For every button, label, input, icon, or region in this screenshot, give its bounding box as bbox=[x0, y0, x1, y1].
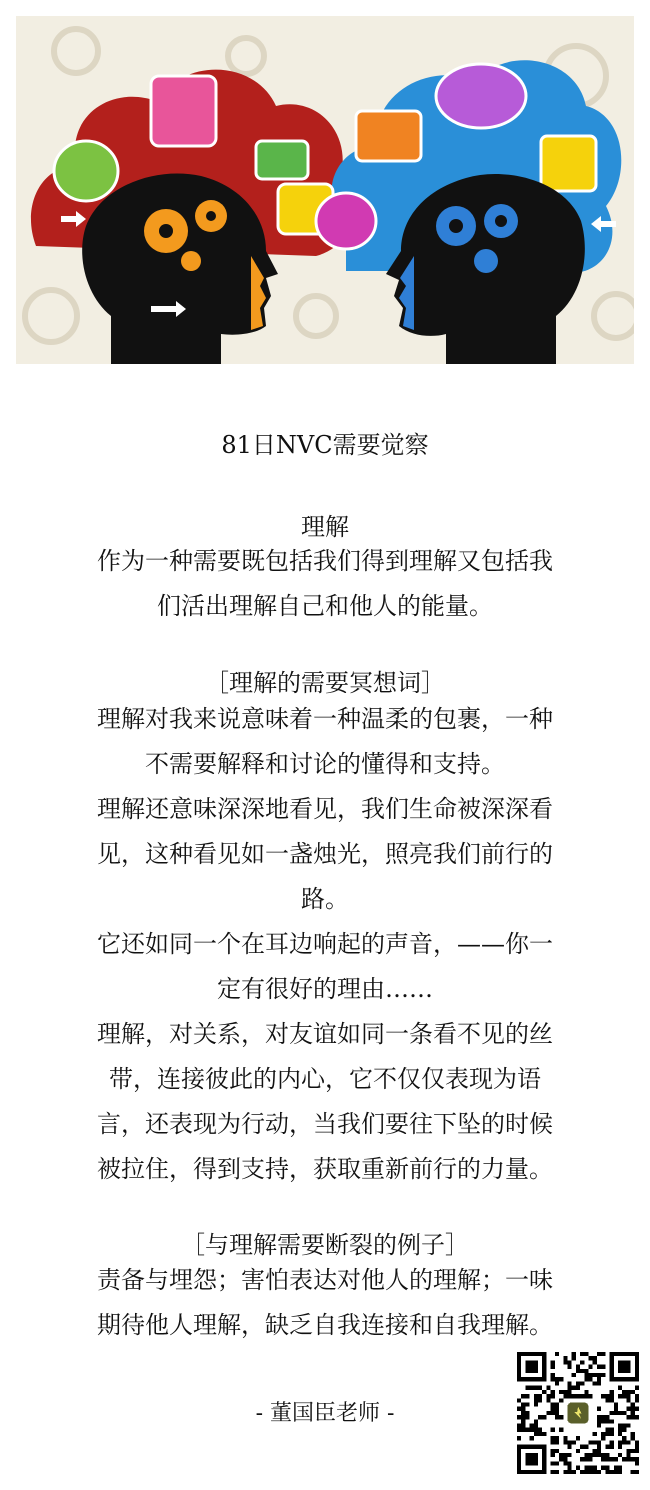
section-heading-examples: ［与理解需要断裂的例子］ bbox=[181, 1231, 469, 1259]
section2-line: 理解对我来说意味着一种温柔的包裹，一种 bbox=[97, 705, 553, 733]
orange-speech-bubble bbox=[356, 111, 421, 161]
section-heading-meditation: ［理解的需要冥想词］ bbox=[205, 669, 445, 697]
yellow-right-bubble bbox=[541, 136, 596, 191]
page-title: 81日NVC需要觉察 bbox=[221, 431, 429, 459]
section2-line: 理解还意味深深地看见，我们生命被深深看 bbox=[97, 795, 553, 823]
green-speech-bubble bbox=[54, 141, 118, 201]
section2-line: 言，还表现为行动，当我们要往下坠的时候 bbox=[97, 1110, 553, 1138]
author-signature: - 董国臣老师 - bbox=[255, 1401, 395, 1426]
section2-line: 它还如同一个在耳边响起的声音，——你一 bbox=[97, 930, 553, 958]
pink-speech-bubble bbox=[151, 76, 216, 146]
section2-line: 被拉住，得到支持，获取重新前行的力量。 bbox=[97, 1155, 553, 1183]
section3-line: 期待他人理解，缺乏自我连接和自我理解。 bbox=[97, 1311, 553, 1339]
section2-line: 不需要解释和讨论的懂得和支持。 bbox=[145, 750, 505, 778]
section1-line: 作为一种需要既包括我们得到理解又包括我 bbox=[97, 547, 553, 575]
section1-line: 们活出理解自己和他人的能量。 bbox=[157, 592, 493, 620]
section2-line: 路。 bbox=[301, 885, 349, 913]
qr-code-icon[interactable] bbox=[517, 1352, 639, 1474]
section2-line: 定有很好的理由…… bbox=[217, 975, 433, 1003]
hero-illustration bbox=[16, 16, 634, 364]
section2-line: 理解，对关系，对友谊如同一条看不见的丝 bbox=[97, 1020, 553, 1048]
purple-speech-bubble bbox=[436, 64, 526, 128]
section2-line: 见，这种看见如一盏烛光，照亮我们前行的 bbox=[97, 840, 553, 868]
section3-line: 责备与埋怨；害怕表达对他人的理解；一味 bbox=[97, 1266, 553, 1294]
section2-line: 带，连接彼此的内心，它不仅仅表现为语 bbox=[109, 1065, 541, 1093]
section-heading-understanding: 理解 bbox=[301, 513, 349, 541]
magenta-speech-bubble bbox=[316, 193, 376, 249]
green-small-bubble bbox=[256, 141, 308, 179]
two-heads-communication-image bbox=[16, 16, 634, 364]
